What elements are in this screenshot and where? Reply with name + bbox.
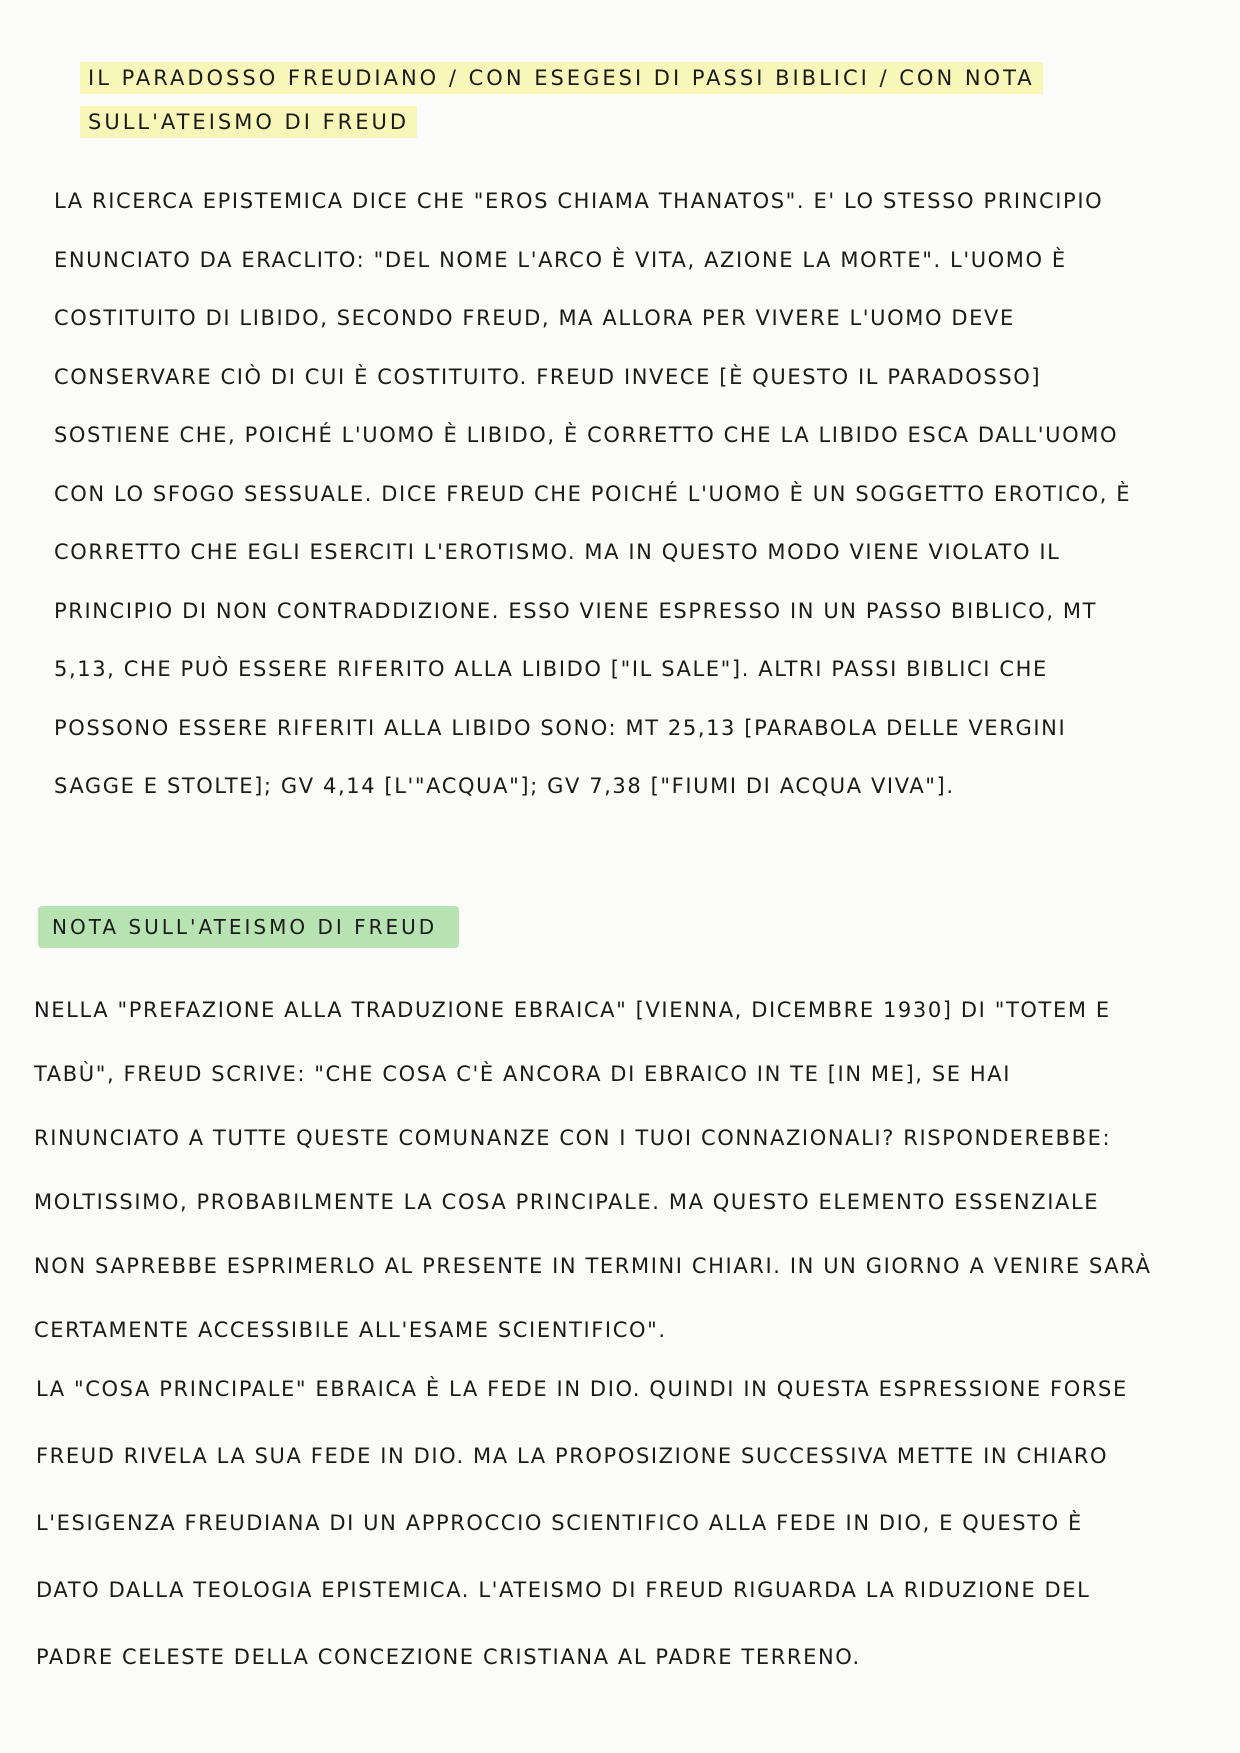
document-title <box>80 56 1160 144</box>
note-heading-label: NOTA SULL'ATEISMO DI FREUD <box>52 915 438 939</box>
title-block <box>80 56 1160 144</box>
note-heading <box>38 906 459 948</box>
paragraph-paradox: LA RICERCA EPISTEMICA DICE CHE "EROS CHIAMA THANATOS". E' LO STESSO PRINCIPIO ENUNCIATO DA ERACLITO: "DEL NOME L'ARCO È VITA, AZIONE LA MORTE". L'UOMO È COSTITUITO DI LIBIDO, SECONDO FREUD, MA ALLORA PER VIVERE L'UOMO DEVE CONSERVARE CIÒ DI CUI È COSTITUITO. FREUD INVECE [È QUESTO IL PARADOSSO] SOSTIENE CHE, POICHÉ L'UOMO È LIBIDO, È CORRETTO CHE LA LIBIDO ESCA DALL'UOMO CON LO SFOGO SESSUALE. DICE FREUD CHE POICHÉ L'UOMO È UN SOGGETTO EROTICO, È CORRETTO CHE EGLI ESERCITI L'EROTISMO. MA IN QUESTO MODO VIENE VIOLATO IL PRINCIPIO DI NON CONTRADDIZIONE. ESSO VIENE ESPRESSO IN UN PASSO BIBLICO, MT 5,13, CHE PUÒ ESSERE RIFERITO ALLA LIBIDO ["IL SALE"]. ALTRI PASSI BIBLICI CHE POSSONO ESSERE RIFERITI ALLA LIBIDO SONO: MT 25,13 [PARABOLA DELLE VERGINI SAGGE E STOLTE]; GV 4,14 [L'"ACQUA"]; GV 7,38 ["FIUMI DI ACQUA VIVA"]. <box>54 189 1132 798</box>
paragraph-atheism: LA "COSA PRINCIPALE" EBRAICA È LA FEDE IN DIO. QUINDI IN QUESTA ESPRESSIONE FORSE FREUD RIVELA LA SUA FEDE IN DIO. MA LA PROPOSIZIONE SUCCESSIVA METTE IN CHIARO L'ESIGENZA FREUDIANA DI UN APPROCCIO SCIENTIFICO ALLA FEDE IN DIO, E QUESTO È DATO DALLA TEOLOGIA EPISTEMICA. L'ATEISMO DI FREUD RIGUARDA LA RIDUZIONE DEL PADRE CELESTE DELLA CONCEZIONE CRISTIANA AL PADRE TERRENO. <box>36 1377 1128 1669</box>
title-highlight: IL PARADOSSO FREUDIANO / CON ESEGESI DI PASSI BIBLICI / CON NOTA SULL'ATEISMO DI FREUD <box>80 62 1043 138</box>
paragraph-preface-quote: NELLA "PREFAZIONE ALLA TRADUZIONE EBRAICA" [VIENNA, DICEMBRE 1930] DI "TOTEM E TABÙ", FREUD SCRIVE: "CHE COSA C'È ANCORA DI EBRAICO IN TE [IN ME], SE HAI RINUNCIATO A TUTTE QUESTE COMUNANZE CON I TUOI CONNAZIONALI? RISPONDEREBBE: MOLTISSIMO, PROBABILMENTE LA COSA PRINCIPALE. MA QUESTO ELEMENTO ESSENZIALE NON SAPREBBE ESPRIMERLO AL PRESENTE IN TERMINI CHIARI. IN UN GIORNO A VENIRE SARÀ CERTAMENTE ACCESSIBILE ALL'ESAME SCIENTIFICO". <box>34 998 1152 1342</box>
